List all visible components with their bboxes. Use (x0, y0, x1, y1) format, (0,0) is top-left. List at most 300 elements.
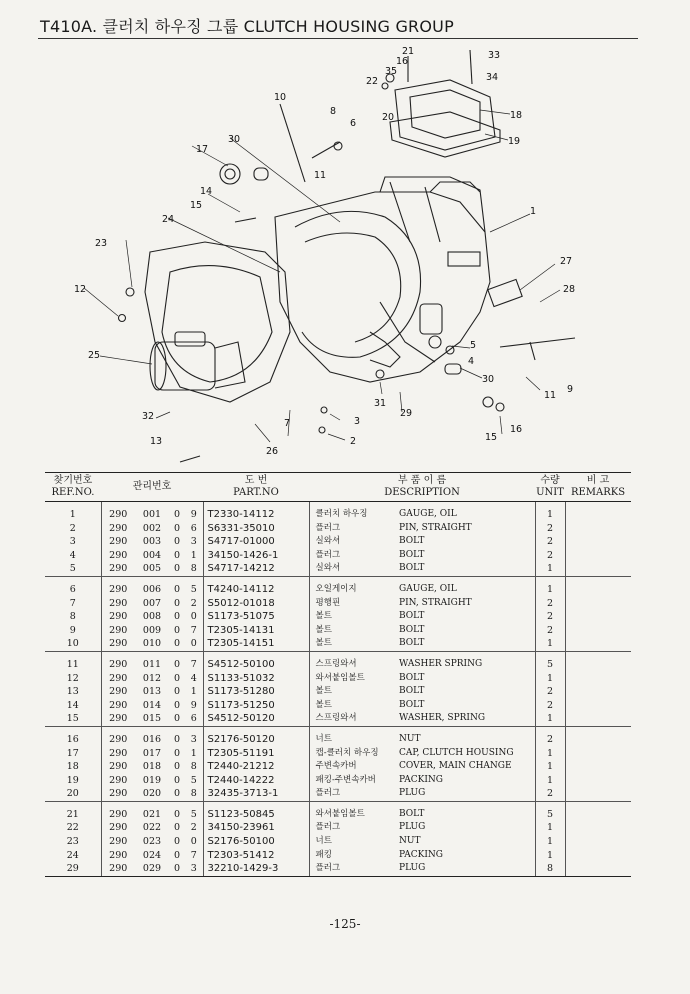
table-row (45, 862, 631, 876)
cell-part: T2305-51191 (203, 747, 309, 761)
cell-m2: 010 (142, 638, 162, 650)
cell-m2: 006 (142, 583, 162, 595)
cell-m1: 290 (101, 583, 135, 597)
table-row (45, 562, 631, 576)
cell-remarks (565, 787, 631, 801)
cell-m3: 0 (173, 713, 181, 725)
cell-remarks (565, 821, 631, 835)
callout: 29 (400, 408, 413, 419)
cell-m4: 9 (190, 509, 197, 520)
cell-m4: 4 (190, 672, 197, 684)
header-part: 도 번 PART.NO (203, 473, 309, 502)
cell-unit: 1 (535, 672, 565, 686)
cell-unit: 2 (535, 787, 565, 801)
cell-m1: 290 (101, 624, 135, 638)
cell-m3: 0 (173, 536, 181, 548)
callout: 15 (485, 432, 498, 443)
table-row (45, 712, 631, 726)
cell-ko: 볼트 (309, 610, 397, 624)
cell-remarks (565, 658, 631, 672)
cell-ref: 17 (66, 747, 79, 759)
cell-remarks (565, 733, 631, 747)
cell-part: T2303-51412 (203, 849, 309, 863)
cell-m4: 5 (190, 583, 197, 595)
cell-m2: 018 (142, 761, 162, 773)
cell-m4: 9 (190, 699, 197, 711)
cell-m2: 015 (142, 713, 162, 725)
cell-desc: BOLT (399, 672, 425, 683)
callout-numbers (74, 46, 575, 457)
callout: 1 (530, 206, 537, 217)
cell-m1: 290 (101, 733, 135, 747)
cell-m2: 001 (142, 509, 162, 520)
cell-part: 32435-3713-1 (203, 787, 309, 801)
header-mgmt: 관리번호 (101, 473, 203, 502)
cell-m4: 6 (190, 713, 197, 725)
cell-ko: 스프링와셔 (309, 712, 397, 726)
cell-m2: 022 (142, 822, 162, 834)
cell-m2: 004 (142, 549, 162, 561)
header-ref: 찾기번호 REF.NO. (45, 473, 101, 502)
cell-m4: 5 (190, 808, 197, 820)
cell-m3: 0 (173, 611, 181, 623)
cell-m1: 290 (101, 747, 135, 761)
cell-m4: 8 (190, 563, 197, 575)
cell-ref: 18 (66, 761, 79, 773)
callout: 10 (274, 92, 287, 103)
cell-desc: BOLT (399, 563, 425, 574)
cell-remarks (565, 760, 631, 774)
cell-remarks (565, 522, 631, 536)
clutch-housing-outline (275, 177, 490, 382)
cell-part: S6331-35010 (203, 522, 309, 536)
cell-ko: 실와셔 (309, 535, 397, 549)
cell-m4: 3 (185, 862, 203, 876)
cell-m3: 0 (173, 563, 181, 575)
callout: 5 (470, 340, 477, 351)
cell-m2: 019 (142, 774, 162, 786)
cell-m2: 023 (142, 836, 162, 848)
callout: 17 (196, 144, 209, 155)
cell-desc: BOLT (399, 638, 425, 649)
callout: 20 (382, 112, 395, 123)
cell-part: S2176-50120 (203, 733, 309, 747)
cell-remarks (565, 699, 631, 713)
callout: 19 (508, 136, 521, 147)
cell-unit: 8 (535, 862, 565, 876)
main-change-cover-outline (390, 80, 500, 157)
cell-m3: 0 (173, 849, 181, 861)
cell-ref: 14 (66, 699, 79, 711)
callout: 28 (563, 284, 576, 295)
cell-ko: 플러그 (309, 821, 397, 835)
cell-m1: 290 (101, 535, 135, 549)
cell-m4: 6 (190, 522, 197, 534)
cell-m2: 011 (142, 658, 162, 670)
callout: 15 (190, 200, 203, 211)
cell-part: S1123-50845 (203, 808, 309, 822)
callout: 11 (544, 390, 557, 401)
cell-ko: 주변속카버 (309, 760, 397, 774)
cell-ref: 29 (45, 862, 101, 876)
cell-remarks (565, 685, 631, 699)
callout: 16 (510, 424, 523, 435)
cell-remarks (565, 624, 631, 638)
cell-unit: 1 (535, 583, 565, 597)
cell-m2: 009 (142, 624, 162, 636)
cell-part: T4240-14112 (203, 583, 309, 597)
cell-unit: 2 (535, 549, 565, 563)
cell-ko: 플러그 (309, 522, 397, 536)
table-row (45, 699, 631, 713)
cell-m2: 007 (142, 597, 162, 609)
cell-m3: 0 (173, 822, 181, 834)
cell-m1: 290 (101, 808, 135, 822)
cell-unit: 2 (535, 597, 565, 611)
header-remarks: 비 고 REMARKS (565, 473, 631, 502)
callout: 9 (567, 384, 574, 395)
cell-m1: 290 (101, 562, 135, 576)
cell-remarks (565, 535, 631, 549)
cell-ko: 실와셔 (309, 562, 397, 576)
callout: 7 (284, 418, 291, 429)
cell-ref: 24 (66, 849, 79, 861)
callout: 22 (366, 76, 379, 87)
cell-m4: 7 (190, 849, 197, 861)
cell-m1: 290 (101, 658, 135, 672)
cell-unit: 1 (535, 562, 565, 576)
cell-ref: 15 (66, 713, 79, 725)
cell-m1: 290 (101, 774, 135, 788)
cell-unit: 1 (535, 849, 565, 863)
table-row (45, 624, 631, 638)
cell-m1: 290 (101, 637, 135, 651)
cell-unit: 2 (535, 733, 565, 747)
parts-table (45, 472, 631, 877)
callout: 8 (330, 106, 337, 117)
cell-unit: 2 (535, 624, 565, 638)
callout: 2 (350, 436, 357, 447)
callout: 12 (74, 284, 87, 295)
cell-m3: 0 (173, 747, 181, 759)
cell-desc: BOLT (399, 611, 425, 622)
table-row (45, 849, 631, 863)
cell-part: S1133-51032 (203, 672, 309, 686)
cell-unit: 1 (535, 747, 565, 761)
cell-m3: 0 (173, 672, 181, 684)
cell-part: 32210-1429-3 (203, 862, 309, 876)
cell-unit: 1 (535, 508, 565, 522)
cell-part: 34150-1426-1 (203, 549, 309, 563)
cell-part: S5012-01018 (203, 597, 309, 611)
cell-desc: BOLT (399, 808, 425, 819)
cell-desc: PLUG (399, 788, 426, 799)
cell-m4: 7 (190, 658, 197, 670)
cell-part: 34150-23961 (203, 821, 309, 835)
callout: 21 (402, 46, 415, 57)
cell-m3: 0 (173, 624, 181, 636)
cell-m4: 3 (190, 733, 197, 745)
callout: 26 (266, 446, 279, 457)
cell-remarks (565, 808, 631, 822)
cell-ref: 13 (66, 686, 79, 698)
cell-ref: 12 (66, 672, 79, 684)
cell-desc: GAUGE, OIL (399, 583, 457, 594)
table-row (45, 597, 631, 611)
callout: 4 (468, 356, 475, 367)
table-row (45, 583, 631, 597)
table-row (45, 760, 631, 774)
cell-desc: BOLT (399, 686, 425, 697)
cell-m2: 012 (142, 672, 162, 684)
cell-part: S2176-50100 (203, 835, 309, 849)
table-row (45, 535, 631, 549)
cell-unit: 2 (535, 522, 565, 536)
parts-table-body (45, 502, 631, 877)
cell-m4: 5 (190, 774, 197, 786)
table-row (45, 508, 631, 522)
cell-unit: 1 (535, 821, 565, 835)
cell-m3: 0 (173, 658, 181, 670)
callout: 25 (88, 350, 101, 361)
leader-lines (84, 110, 560, 442)
table-row (45, 610, 631, 624)
table-row (45, 733, 631, 747)
cell-m3: 0 (169, 862, 185, 876)
cell-m2: 008 (142, 611, 162, 623)
cell-ko: 패킹 (309, 849, 397, 863)
callout: 16 (396, 56, 409, 67)
callout: 6 (350, 118, 357, 129)
cell-desc: PLUG (397, 862, 535, 876)
cell-ko: 플러그 (309, 787, 397, 801)
cell-m3: 0 (173, 699, 181, 711)
cell-m2: 013 (142, 686, 162, 698)
cell-desc: PACKING (399, 774, 443, 785)
page-number: -125- (329, 917, 361, 931)
fasteners (119, 50, 576, 462)
cell-remarks (565, 862, 631, 876)
table-row (45, 808, 631, 822)
page-title: T410A. 클러치 하우징 그룹 CLUTCH HOUSING GROUP (40, 17, 454, 36)
cell-ref: 10 (66, 638, 79, 650)
cell-desc: NUT (399, 836, 421, 847)
cell-unit: 2 (535, 610, 565, 624)
cell-part: T2305-14131 (203, 624, 309, 638)
cell-unit: 1 (535, 774, 565, 788)
cell-ko: 패킹-주변속카버 (309, 774, 397, 788)
table-row (45, 821, 631, 835)
cell-ko: 볼트 (309, 624, 397, 638)
cell-part: S4717-01000 (203, 535, 309, 549)
cell-m3: 0 (173, 509, 181, 520)
cell-m4: 8 (190, 788, 197, 800)
table-header-row (45, 473, 631, 502)
cell-m1: 290 (101, 597, 135, 611)
cell-unit: 1 (535, 712, 565, 726)
cell-remarks (565, 549, 631, 563)
header-desc: 부 품 이 름 DESCRIPTION (309, 473, 535, 502)
cell-m1: 290 (101, 712, 135, 726)
cell-m1: 290 (101, 672, 135, 686)
cell-ko: 와셔붙임볼트 (309, 808, 397, 822)
cell-ref: 21 (66, 808, 79, 820)
table-row (45, 522, 631, 536)
table-row (45, 747, 631, 761)
cell-ref: 5 (69, 563, 76, 575)
cell-ko: 캡-클러치 하우징 (309, 747, 397, 761)
cell-m3: 0 (173, 774, 181, 786)
cell-part: S1173-51280 (203, 685, 309, 699)
cell-m1: 290 (101, 787, 135, 801)
cell-m1: 290 (101, 849, 135, 863)
cell-ref: 20 (66, 788, 79, 800)
cell-m2: 002 (142, 522, 162, 534)
cell-desc: PIN, STRAIGHT (399, 522, 472, 533)
cell-m2: 017 (142, 747, 162, 759)
cell-m3: 0 (173, 788, 181, 800)
cell-m2: 005 (142, 563, 162, 575)
cell-desc: BOLT (399, 624, 425, 635)
cell-ref: 1 (69, 509, 76, 520)
cell-m3: 0 (173, 549, 181, 561)
cell-desc: CAP, CLUTCH HOUSING (399, 747, 514, 758)
cell-part: T2440-14222 (203, 774, 309, 788)
cell-desc: WASHER SPRING (399, 658, 483, 669)
exploded-parts-diagram (40, 42, 640, 470)
cell-ref: 7 (69, 597, 76, 609)
cell-m3: 0 (173, 836, 181, 848)
cell-m3: 0 (173, 761, 181, 773)
cell-unit: 5 (535, 658, 565, 672)
cell-ko: 볼트 (309, 685, 397, 699)
cell-part: T2440-21212 (203, 760, 309, 774)
cell-part: S4512-50120 (203, 712, 309, 726)
cell-remarks (565, 508, 631, 522)
cell-m2: 020 (142, 788, 162, 800)
callout: 35 (385, 66, 398, 77)
cell-m4: 3 (190, 536, 197, 548)
callout: 27 (560, 256, 573, 267)
cell-ref: 6 (69, 583, 76, 595)
cell-desc: GAUGE, OIL (399, 509, 457, 519)
cell-m1: 290 (101, 685, 135, 699)
cell-m4: 8 (190, 761, 197, 773)
cell-ko: 너트 (309, 835, 397, 849)
cell-m1: 290 (101, 508, 135, 522)
cell-unit: 1 (535, 637, 565, 651)
cell-desc: BOLT (399, 699, 425, 710)
cell-unit: 2 (535, 685, 565, 699)
cell-desc: BOLT (399, 536, 425, 547)
cell-ko: 플러그 (309, 862, 397, 876)
cell-part: S4717-14212 (203, 562, 309, 576)
cell-m4: 0 (190, 611, 197, 623)
cell-ref: 4 (69, 549, 76, 561)
callout: 30 (482, 374, 495, 385)
cell-unit: 5 (535, 808, 565, 822)
cell-desc: COVER, MAIN CHANGE (399, 761, 512, 772)
cell-desc: WASHER, SPRING (399, 713, 486, 724)
callout: 24 (162, 214, 175, 225)
cell-m4: 1 (190, 747, 197, 759)
cell-ko: 스프링와셔 (309, 658, 397, 672)
cell-m1: 290 (101, 862, 135, 876)
cell-m1: 290 (101, 522, 135, 536)
cell-part: S4512-50100 (203, 658, 309, 672)
cell-remarks (565, 747, 631, 761)
cell-m2: 014 (142, 699, 162, 711)
cell-remarks (565, 774, 631, 788)
table-row (45, 787, 631, 801)
cell-ref: 23 (66, 836, 79, 848)
cell-ref: 19 (66, 774, 79, 786)
cell-m3: 0 (173, 583, 181, 595)
callout: 31 (374, 398, 387, 409)
table-row (45, 685, 631, 699)
cell-m1: 290 (101, 699, 135, 713)
cell-ref: 3 (69, 536, 76, 548)
cell-ref: 2 (69, 522, 76, 534)
cell-remarks (565, 610, 631, 624)
cell-m4: 0 (190, 836, 197, 848)
cell-m4: 7 (190, 624, 197, 636)
cell-m3: 0 (173, 597, 181, 609)
table-row (45, 774, 631, 788)
cell-m4: 2 (190, 597, 197, 609)
cell-ko: 평행핀 (309, 597, 397, 611)
cell-m2: 021 (142, 808, 162, 820)
cell-m1: 290 (101, 760, 135, 774)
cell-remarks (565, 672, 631, 686)
cell-m3: 0 (173, 686, 181, 698)
cell-remarks (565, 835, 631, 849)
cell-m4: 1 (190, 549, 197, 561)
cell-m4: 2 (190, 822, 197, 834)
cell-unit: 2 (535, 699, 565, 713)
cell-desc: PIN, STRAIGHT (399, 597, 472, 608)
cell-m3: 0 (173, 522, 181, 534)
cell-ref: 16 (66, 733, 79, 745)
cell-m3: 0 (173, 638, 181, 650)
cell-unit: 2 (535, 535, 565, 549)
cell-m4: 0 (190, 638, 197, 650)
callout: 30 (228, 134, 241, 145)
callout: 32 (142, 411, 155, 422)
callout: 33 (488, 50, 501, 61)
table-row (45, 672, 631, 686)
cell-unit: 1 (535, 760, 565, 774)
callout: 14 (200, 186, 213, 197)
cell-m2: 029 (135, 862, 169, 876)
cell-m4: 1 (190, 686, 197, 698)
cell-m3: 0 (173, 733, 181, 745)
cell-part: S1173-51250 (203, 699, 309, 713)
cell-ko: 클러치 하우징 (309, 508, 397, 522)
cell-ref: 11 (66, 658, 79, 670)
cell-remarks (565, 583, 631, 597)
cell-unit: 1 (535, 835, 565, 849)
callout: 34 (486, 72, 499, 83)
cell-ko: 오일게이지 (309, 583, 397, 597)
cell-m1: 290 (101, 835, 135, 849)
callout: 23 (95, 238, 108, 249)
header-unit: 수량 UNIT (535, 473, 565, 502)
table-row (45, 637, 631, 651)
cell-part: S1173-51075 (203, 610, 309, 624)
cell-m3: 0 (173, 808, 181, 820)
cell-remarks (565, 562, 631, 576)
